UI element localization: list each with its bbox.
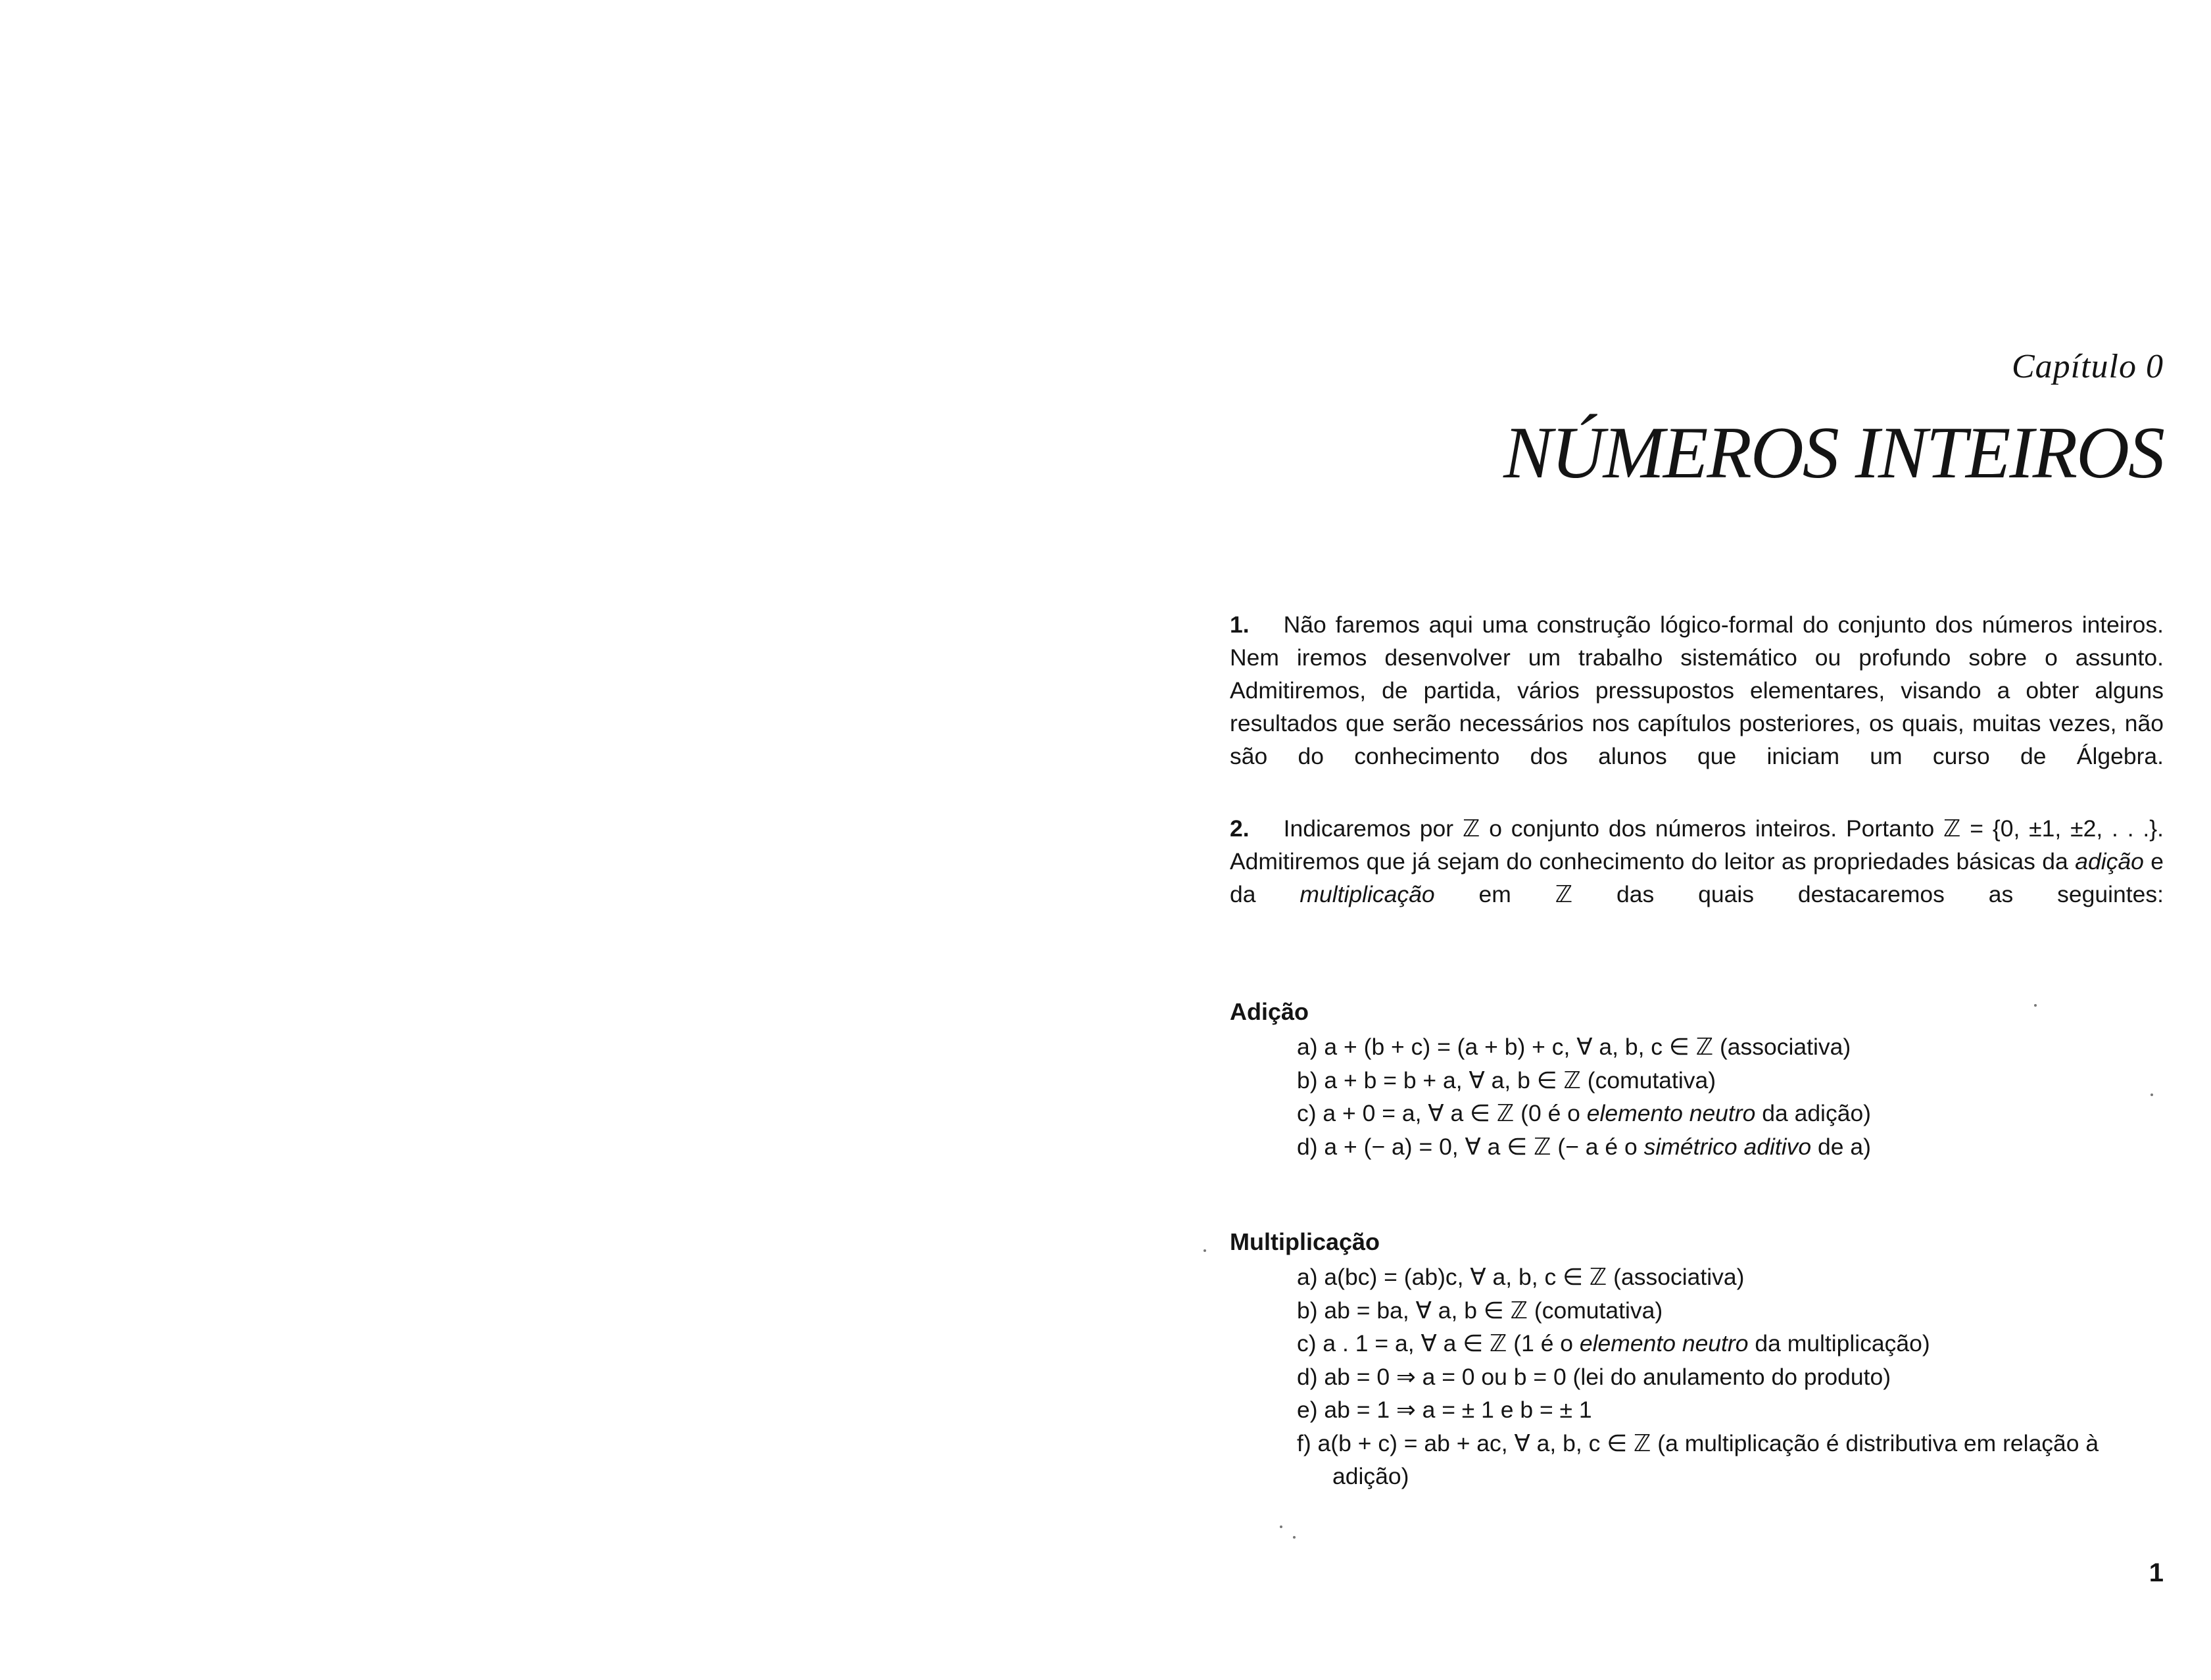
paragraph-line: ±2, . . .}. Admitiremos que já sejam do conhecimento do leitor as propriedades bbox=[1230, 815, 2164, 875]
addition-property-list bbox=[1297, 1030, 2165, 1163]
property-item: a) a + (b + c) = (a + b) + c, ∀ a, b, c ∈ ℤ (associativa) bbox=[1297, 1034, 1851, 1060]
property-item bbox=[1297, 1327, 2165, 1360]
paragraph-line: Indicaremos por ℤ o conjunto dos números inteiros. Portanto ℤ = {0, ±1, bbox=[1283, 815, 2062, 842]
paragraph-number: 1. bbox=[1230, 612, 1250, 638]
property-item: e) ab = 1 ⇒ a = ± 1 e b = ± 1 bbox=[1297, 1397, 1592, 1423]
section-title-multiplication: Multiplicação bbox=[1230, 1228, 1380, 1255]
chapter-title: NÚMEROS INTEIROS bbox=[1503, 412, 2164, 494]
paragraph-number: 2. bbox=[1230, 815, 1250, 842]
multiplication-property-list bbox=[1297, 1260, 2165, 1493]
paragraph-text: e da bbox=[1230, 848, 2164, 907]
property-text: da multiplicação) bbox=[1748, 1330, 1930, 1356]
scan-speck bbox=[2034, 1004, 2037, 1007]
scan-speck bbox=[2150, 1093, 2153, 1096]
emphasis-term: elemento neutro bbox=[1579, 1330, 1749, 1356]
property-item: f) a(b + c) = ab + ac, ∀ a, b, c ∈ ℤ (a multiplicação é distributiva em relação à adição) bbox=[1297, 1429, 2099, 1489]
property-item: b) ab = ba, ∀ a, b ∈ ℤ (comutativa) bbox=[1297, 1297, 1663, 1324]
property-text: c) a . 1 = a, ∀ a ∈ ℤ (1 é o bbox=[1297, 1330, 1580, 1356]
paragraph-line: Não faremos aqui uma construção lógico-formal do conjunto dos números bbox=[1283, 612, 2073, 638]
page-number: 1 bbox=[2149, 1558, 2164, 1587]
paragraph-line: básicas da bbox=[1956, 848, 2076, 875]
paragraph-1 bbox=[1230, 608, 2164, 773]
property-text: c) a + 0 = a, ∀ a ∈ ℤ (0 é o bbox=[1297, 1100, 1587, 1126]
chapter-label: Capítulo 0 bbox=[2011, 348, 2164, 385]
property-item: d) ab = 0 ⇒ a = 0 ou b = 0 (lei do anulamento do produto) bbox=[1297, 1363, 1891, 1390]
emphasis-term: simétrico aditivo bbox=[1643, 1133, 1812, 1160]
paragraph-2 bbox=[1230, 812, 2164, 911]
paragraph-line: inteiros. Nem iremos desenvolver um trabalho sistemático ou profundo sobre o bbox=[1230, 612, 2164, 671]
property-item bbox=[1297, 1130, 2165, 1164]
emphasis-term: multiplicação bbox=[1300, 881, 1435, 907]
emphasis-term: elemento neutro bbox=[1586, 1100, 1756, 1126]
scan-speck bbox=[1293, 1536, 1296, 1539]
property-item: a) a(bc) = (ab)c, ∀ a, b, c ∈ ℤ (associativa) bbox=[1297, 1264, 1745, 1290]
book-page bbox=[1223, 0, 2164, 1680]
property-text: d) a + (− a) = 0, ∀ a ∈ ℤ (− a é o bbox=[1297, 1133, 1644, 1160]
property-text: da adição) bbox=[1755, 1100, 1872, 1126]
paragraph-line: alguns resultados que serão necessários nos capítulos posteriores, os quais, muitas bbox=[1230, 677, 2164, 736]
scan-speck bbox=[1203, 1249, 1206, 1252]
property-text: de a) bbox=[1811, 1133, 1871, 1160]
paragraph-line: vezes, não são do conhecimento dos alunos que iniciam um curso de Álgebra. bbox=[1230, 710, 2164, 769]
property-item bbox=[1297, 1097, 2165, 1130]
paragraph-line: assunto. Admitiremos, de partida, vários pressupostos elementares, visando a obter bbox=[1230, 644, 2164, 704]
scan-speck bbox=[1280, 1525, 1282, 1528]
emphasis-term: adição bbox=[2075, 848, 2144, 875]
paragraph-text: em ℤ das quais destacaremos as seguintes: bbox=[1434, 881, 2164, 907]
section-title-addition: Adição bbox=[1230, 998, 1309, 1025]
property-item: b) a + b = b + a, ∀ a, b ∈ ℤ (comutativa) bbox=[1297, 1067, 1716, 1093]
